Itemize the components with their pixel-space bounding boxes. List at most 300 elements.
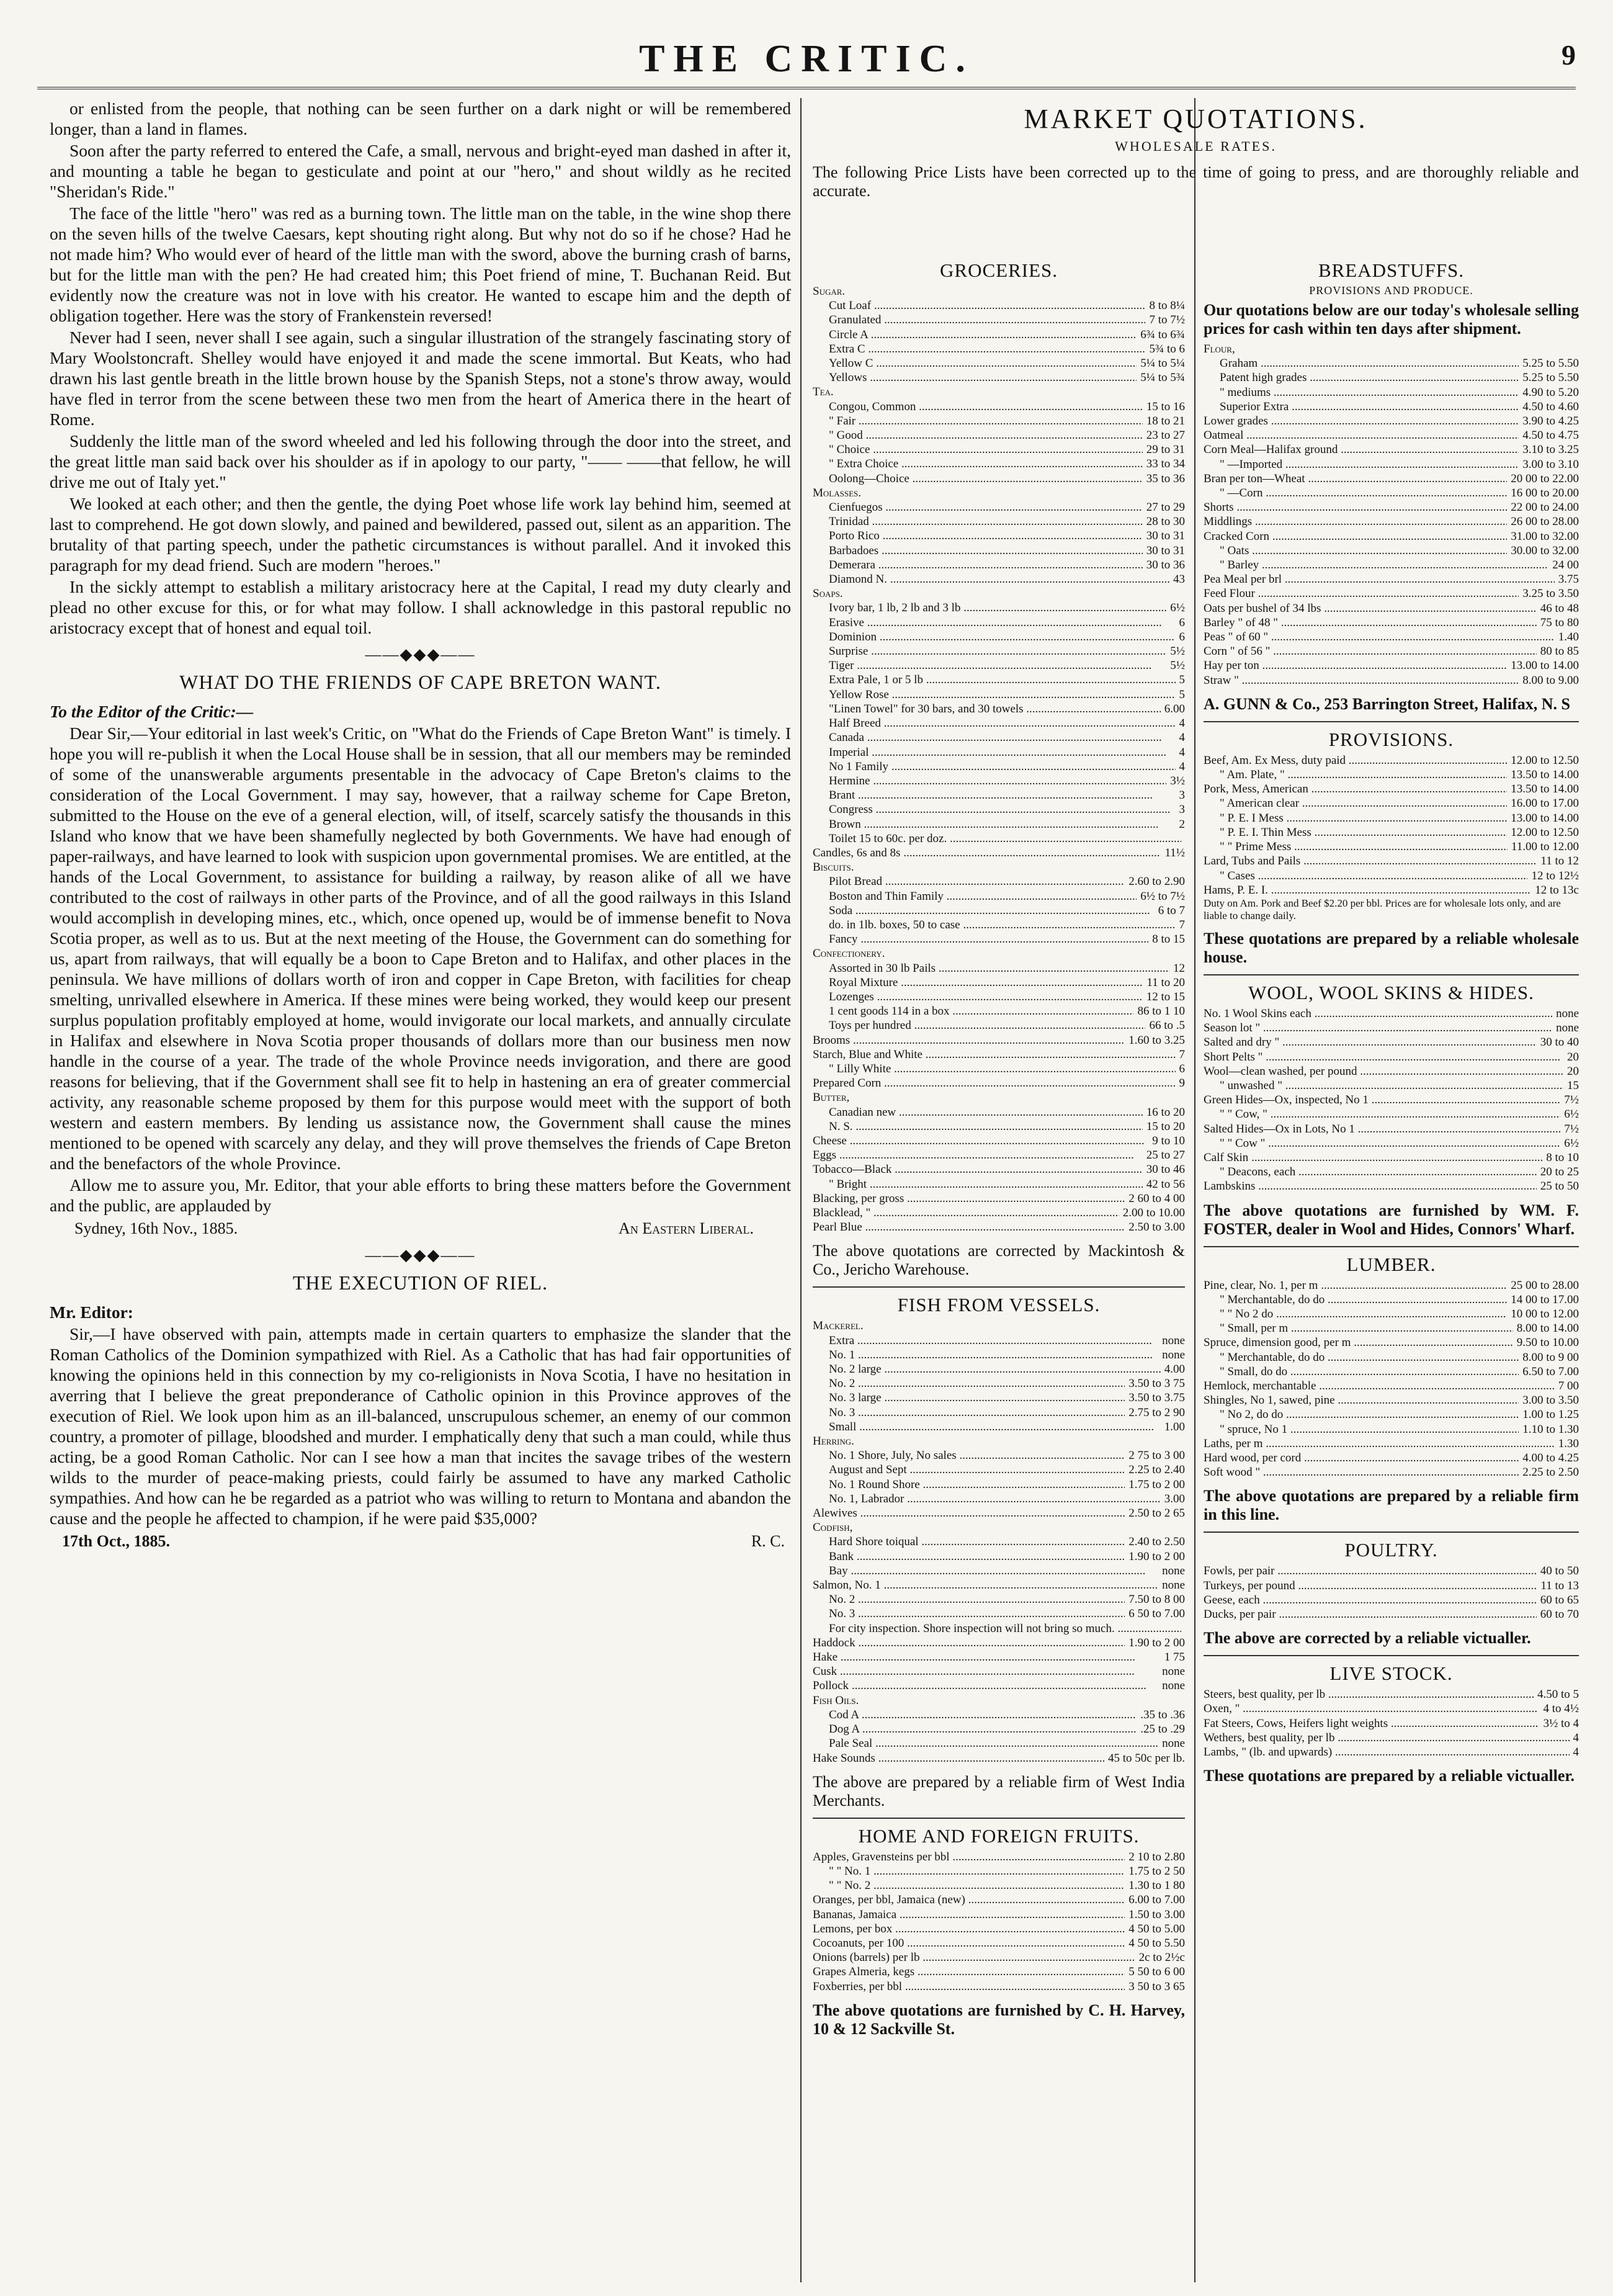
price-row: [813, 342, 1185, 356]
item-price: 4.50 to 5: [1534, 1687, 1579, 1702]
item-price: 3.50 to 3.75: [1125, 1391, 1185, 1405]
price-row: [1204, 616, 1579, 630]
price-row: [1204, 796, 1579, 810]
item-price: 7 to 7½: [1145, 313, 1185, 327]
item-price: 3 50 to 3 65: [1125, 1980, 1185, 1994]
price-row: [1204, 472, 1579, 486]
item-name: No. 1 Shore, July, No sales .....: [813, 1448, 1125, 1463]
item-name: Cut Loaf .....: [813, 298, 1145, 313]
item-price: 2.60 to 2.90: [1125, 874, 1185, 889]
item-price: 25 to 27: [1143, 1148, 1185, 1162]
item-price: 25 to 50: [1537, 1179, 1579, 1193]
section-divider: [1204, 1246, 1579, 1247]
item-name: Ivory bar, 1 lb, 2 lb and 3 lb .....: [813, 601, 1166, 615]
price-row: [1204, 1422, 1579, 1437]
item-price: 3.00 to 3.50: [1519, 1393, 1579, 1407]
item-price: 30 to 31: [1143, 544, 1185, 558]
item-name: Bank .....: [813, 1549, 1125, 1564]
paragraph: We looked at each other; and then the gentle, the dying Poet whose life work lay behind him, seemed at last to comprehend. He got down slowly, and pained and bewildered, passed out, silent as an apparition. The brutality of that parting speech, under the pathetic circumstances is without parallel. And it invoked this paragraph for my dead friend. Such are modern "heroes.": [50, 494, 791, 575]
item-name: No 1 Family .....: [813, 760, 1176, 774]
price-row: [813, 500, 1185, 514]
price-row: [813, 946, 1185, 961]
section-note: The above quotations are corrected by Mackintosh & Co., Jericho Warehouse.: [813, 1242, 1185, 1279]
price-row: [813, 1893, 1185, 1907]
section-divider: [813, 1286, 1185, 1288]
item-price: 1.75 to 2 50: [1125, 1864, 1185, 1878]
price-row: [1204, 840, 1579, 854]
item-price: 1.00: [1161, 1420, 1185, 1434]
price-row: [1204, 1687, 1579, 1702]
item-price: 23 to 27: [1143, 428, 1185, 442]
item-name: " " No 2 do .....: [1204, 1307, 1507, 1321]
section-title: WOOL, WOOL SKINS & HIDES.: [1248, 981, 1534, 1003]
item-price: 1.90 to 2 00: [1125, 1549, 1185, 1564]
price-row: [813, 874, 1185, 889]
section-note: The above are prepared by a reliable firm of West India Merchants.: [813, 1772, 1185, 1809]
item-price: 1.10 to 1.30: [1519, 1422, 1579, 1437]
item-price: 5¼ to 5¼: [1137, 356, 1185, 370]
price-row: [813, 370, 1185, 385]
item-name: " Fair .....: [813, 414, 1143, 428]
item-name: No. 2 .....: [813, 1592, 1125, 1607]
price-row: [1204, 1579, 1579, 1593]
item-price: 7: [1176, 918, 1186, 932]
item-name: Pilot Bread .....: [813, 874, 1125, 889]
item-price: 60 to 70: [1537, 1607, 1579, 1621]
item-name: Barbadoes .....: [813, 544, 1143, 558]
item-price: 12.00 to 12.50: [1507, 825, 1579, 840]
ornament-divider: ——◆◆◆——: [365, 645, 476, 663]
price-row: [1204, 1064, 1579, 1078]
item-name: Oxen, " .....: [1204, 1702, 1537, 1716]
section-note: The above quotations are furnished by WM. F. FOSTER, dealer in Wool and Hides, Connors' Wharf.: [1204, 1201, 1579, 1238]
item-price: 22 00 to 24.00: [1507, 500, 1579, 514]
ornament-divider: ——◆◆◆——: [365, 1246, 476, 1264]
paragraph: or enlisted from the people, that nothing can be seen further on a dark night or will be remembered longer, than a land in flames.: [50, 99, 791, 138]
item-price: 20 to 25: [1537, 1165, 1579, 1179]
item-name: Extra .....: [813, 1334, 1152, 1348]
item-price: 13.00 to 14.00: [1507, 658, 1579, 673]
item-name: Pine, clear, No. 1, per m .....: [1204, 1278, 1507, 1293]
price-row: [1204, 1293, 1579, 1307]
item-price: [1181, 1434, 1185, 1448]
item-name: " Merchantable, do do .....: [1204, 1350, 1519, 1365]
item-name: Superior Extra .....: [1204, 400, 1519, 414]
price-row: [813, 817, 1185, 832]
item-price: 2.25 to 2.40: [1125, 1463, 1185, 1477]
price-row: [813, 1950, 1185, 1965]
price-table: [1204, 753, 1579, 897]
item-name: " Bright .....: [813, 1177, 1143, 1191]
item-name: Salted Hides—Ox in Lots, No 1 .....: [1204, 1122, 1560, 1136]
item-name: Peas " of 60 " .....: [1204, 630, 1555, 644]
item-price: 30 to 31: [1143, 529, 1185, 543]
item-price: 3.00: [1161, 1492, 1185, 1506]
item-name: Short Pelts " .....: [1204, 1050, 1560, 1064]
price-row: [813, 1722, 1185, 1736]
item-name: " Choice .....: [813, 442, 1143, 457]
item-name: Hams, P. E. I. .....: [1204, 883, 1531, 897]
item-name: Brooms .....: [813, 1033, 1125, 1047]
market-subtitle: WHOLESALE RATES.: [1115, 138, 1277, 154]
price-row: [813, 1047, 1185, 1062]
section-title: FISH FROM VESSELS.: [897, 1294, 1101, 1316]
item-name: Lower grades .....: [1204, 414, 1519, 428]
price-table: [1204, 342, 1579, 688]
item-name: Corn " of 56 " .....: [1204, 644, 1537, 658]
price-row: [813, 730, 1185, 745]
price-row: [1204, 854, 1579, 868]
item-name: " " Cow " .....: [1204, 1136, 1560, 1150]
item-name: Season lot " .....: [1204, 1021, 1552, 1035]
item-price: 43: [1169, 572, 1185, 586]
item-name: Graham .....: [1204, 356, 1519, 370]
price-row: [813, 558, 1185, 572]
item-name: Ducks, per pair .....: [1204, 1607, 1537, 1621]
price-row: [1204, 500, 1579, 514]
item-price: 20 00 to 22.00: [1507, 472, 1579, 486]
item-price: 6: [1176, 616, 1186, 630]
item-price: 60 to 65: [1537, 1593, 1579, 1607]
price-row: [813, 1033, 1185, 1047]
market-intro: The following Price Lists have been corrected up to the time of going to press, and are thoroughly reliable and accurate.: [813, 163, 1579, 200]
price-row: [1204, 1716, 1579, 1731]
item-name: Hard Shore toiqual .....: [813, 1535, 1125, 1549]
item-price: 2.50 to 3.00: [1125, 1220, 1185, 1234]
item-price: 8.00 to 9.00: [1519, 673, 1579, 688]
item-price: none: [1158, 1664, 1185, 1679]
item-name: Surprise .....: [813, 644, 1166, 658]
item-price: 16 00 to 20.00: [1507, 486, 1579, 500]
item-name: Molasses.: [813, 486, 861, 500]
item-price: [1181, 832, 1185, 846]
price-row: [813, 1520, 1185, 1535]
price-row: [1204, 1107, 1579, 1121]
item-price: 5.25 to 5.50: [1519, 356, 1579, 370]
item-price: 13.50 to 14.00: [1507, 768, 1579, 782]
item-name: Hermine .....: [813, 774, 1166, 788]
item-price: 2 75 to 3 00: [1125, 1448, 1185, 1463]
price-row: [1204, 869, 1579, 883]
price-row: [813, 932, 1185, 946]
item-price: 9: [1176, 1076, 1186, 1090]
price-row: [1204, 1165, 1579, 1179]
item-name: Codfish,: [813, 1521, 853, 1535]
item-price: none: [1158, 1334, 1185, 1348]
item-name: Laths, per m .....: [1204, 1437, 1555, 1451]
item-price: 11 to 13: [1537, 1579, 1579, 1593]
item-price: 28 to 30: [1143, 514, 1185, 529]
price-row: [813, 1076, 1185, 1090]
item-name: Green Hides—Ox, inspected, No 1 .....: [1204, 1093, 1560, 1107]
item-name: Foxberries, per bbl .....: [813, 1980, 1125, 1994]
item-price: [1181, 860, 1185, 874]
item-price: 12 to 15: [1143, 990, 1185, 1004]
item-name: No. 2 large .....: [813, 1362, 1161, 1376]
item-price: 20: [1563, 1050, 1579, 1064]
item-name: " unwashed " .....: [1204, 1078, 1563, 1093]
item-name: Starch, Blue and White .....: [813, 1047, 1176, 1062]
price-row: [813, 1936, 1185, 1950]
price-row: [813, 1018, 1185, 1033]
price-row: [813, 1564, 1185, 1578]
price-row: [813, 1004, 1185, 1018]
column-rule: [800, 98, 802, 2282]
item-name: Royal Mixture .....: [813, 975, 1143, 990]
item-price: none: [1158, 1348, 1185, 1362]
item-price: 6: [1176, 1062, 1186, 1076]
item-price: 3.50 to 3 75: [1125, 1376, 1185, 1391]
price-table: [1204, 1564, 1579, 1621]
item-price: 13.50 to 14.00: [1507, 782, 1579, 796]
item-name: Hay per ton .....: [1204, 658, 1507, 673]
price-row: [1204, 782, 1579, 796]
item-price: 18 to 21: [1143, 414, 1185, 428]
price-row: [1204, 544, 1579, 558]
item-name: Apples, Gravensteins per bbl .....: [813, 1850, 1125, 1864]
price-row: [1204, 1379, 1579, 1393]
price-row: [813, 1736, 1185, 1751]
item-name: Cod A .....: [813, 1708, 1137, 1722]
item-price: 30 to 36: [1143, 558, 1185, 572]
item-name: 1 cent goods 114 in a box .....: [813, 1004, 1133, 1018]
item-price: .25 to .29: [1137, 1722, 1185, 1736]
item-name: Calf Skin .....: [1204, 1150, 1542, 1165]
item-name: Candles, 6s and 8s .....: [813, 846, 1161, 860]
item-name: " mediums .....: [1204, 385, 1519, 400]
item-name: Cracked Corn .....: [1204, 529, 1507, 544]
item-name: Alewives .....: [813, 1506, 1125, 1520]
item-price: 4.00: [1161, 1362, 1185, 1376]
item-name: No. 1 .....: [813, 1348, 1153, 1362]
price-row: [1204, 1702, 1579, 1716]
item-name: Yellow C .....: [813, 356, 1137, 370]
item-price: 42 to 56: [1143, 1177, 1185, 1191]
item-price: 5: [1176, 688, 1186, 702]
price-row: [813, 1980, 1185, 1994]
item-price: 12 to 12½: [1527, 869, 1579, 883]
price-row: [813, 1406, 1185, 1420]
item-price: 2.75 to 2 90: [1125, 1406, 1185, 1420]
item-price: 30.00 to 32.00: [1507, 544, 1579, 558]
item-name: " —Corn .....: [1204, 486, 1507, 500]
item-price: [1181, 385, 1185, 399]
item-price: 4.50 to 4.60: [1519, 400, 1579, 414]
price-row: [1204, 1007, 1579, 1021]
item-name: Salted and dry " .....: [1204, 1035, 1537, 1049]
item-name: Butter,: [813, 1091, 850, 1105]
item-name: Feed Flour .....: [1204, 586, 1519, 601]
item-name: Wool—clean washed, per pound .....: [1204, 1064, 1563, 1078]
item-name: Yellow Rose .....: [813, 688, 1176, 702]
price-row: [1204, 514, 1579, 529]
item-price: 46 to 48: [1537, 601, 1579, 616]
price-row: [1204, 1150, 1579, 1165]
item-price: 6.50 to 7.00: [1519, 1365, 1579, 1379]
item-price: 6.00 to 7.00: [1125, 1893, 1185, 1907]
section-note: The above are corrected by a reliable victualler.: [1204, 1629, 1531, 1648]
price-row: [813, 673, 1185, 687]
price-row: [813, 1090, 1185, 1105]
price-row: [813, 745, 1185, 760]
item-price: 8 to 15: [1148, 932, 1185, 946]
price-row: [813, 428, 1185, 442]
price-row: [1204, 883, 1579, 897]
item-price: 6: [1176, 630, 1186, 644]
item-name: Congress .....: [813, 802, 1170, 817]
price-row: [813, 616, 1185, 630]
price-row: [1204, 1278, 1579, 1293]
item-price: 2.40 to 2.50: [1125, 1535, 1185, 1549]
item-price: 4.00 to 4.25: [1519, 1451, 1579, 1465]
price-table: [1204, 1278, 1579, 1480]
price-row: [1204, 1335, 1579, 1350]
item-price: [1181, 1090, 1185, 1105]
price-row: [813, 356, 1185, 370]
item-price: 24 00: [1548, 558, 1579, 572]
item-name: Oatmeal .....: [1204, 428, 1519, 442]
item-name: Oats per bushel of 34 lbs .....: [1204, 601, 1537, 616]
price-row: [1204, 1078, 1579, 1093]
item-price: 4: [1570, 1745, 1579, 1759]
item-price: 2c to 2½c: [1135, 1950, 1185, 1965]
item-price: 1.90 to 2 00: [1125, 1636, 1185, 1650]
item-price: 1.30 to 1 80: [1125, 1878, 1185, 1893]
item-price: 3: [1176, 788, 1186, 802]
price-row: [813, 572, 1185, 586]
item-name: Cienfuegos .....: [813, 500, 1143, 514]
item-name: " Cases .....: [1204, 869, 1527, 883]
item-price: 45 to 50c per lb.: [1104, 1751, 1185, 1765]
price-row: [813, 472, 1185, 486]
price-row: [813, 788, 1185, 802]
price-row: [813, 1636, 1185, 1650]
item-name: Blacklead, " .....: [813, 1206, 1119, 1220]
item-name: Steers, best quality, per lb .....: [1204, 1687, 1534, 1702]
price-row: [813, 1592, 1185, 1607]
item-price: 3.90 to 4.25: [1519, 414, 1579, 428]
price-row: [1204, 1393, 1579, 1407]
item-price: [1181, 946, 1185, 961]
item-name: " spruce, No 1 .....: [1204, 1422, 1519, 1437]
price-row: [813, 1478, 1185, 1492]
newspaper-title: THE CRITIC.: [639, 38, 974, 80]
item-price: 15 to 16: [1143, 400, 1185, 414]
price-row: [813, 1062, 1185, 1076]
item-price: 11.00 to 12.00: [1508, 840, 1579, 854]
price-row: [813, 1679, 1185, 1693]
item-price: [1181, 1621, 1185, 1636]
item-price: none: [1552, 1021, 1579, 1035]
price-row: [813, 1650, 1185, 1664]
item-price: 3.75: [1555, 572, 1579, 586]
section-note: These quotations are prepared by a reliable wholesale house.: [1204, 929, 1579, 966]
market-title: MARKET QUOTATIONS.: [1024, 104, 1368, 134]
article-signature: [50, 1218, 791, 1239]
item-name: August and Sept .....: [813, 1463, 1125, 1477]
item-price: 4: [1176, 730, 1186, 745]
item-price: [1181, 1319, 1185, 1333]
item-price: 6¾ to 6¾: [1137, 328, 1185, 342]
item-name: Half Breed .....: [813, 716, 1176, 730]
price-row: [1204, 1607, 1579, 1621]
price-row: [1204, 753, 1579, 768]
price-row: [1204, 586, 1579, 601]
price-row: [813, 904, 1185, 918]
item-price: 10 00 to 12.00: [1507, 1307, 1579, 1321]
item-name: Dog A .....: [813, 1722, 1137, 1736]
page-number: 9: [1562, 39, 1576, 71]
price-row: [1204, 1321, 1579, 1335]
price-row: [1204, 1307, 1579, 1321]
item-price: 4: [1570, 1731, 1579, 1745]
item-price: 6½: [1560, 1136, 1579, 1150]
item-price: 14 00 to 17.00: [1507, 1293, 1579, 1307]
price-row: [813, 1319, 1185, 1333]
price-row: [1204, 428, 1579, 442]
paragraph: Allow me to assure you, Mr. Editor, that your able efforts to bring these matters before the Government and the public, are applauded by: [50, 1175, 791, 1215]
item-price: 2: [1176, 817, 1186, 832]
item-price: 4.50 to 4.75: [1519, 428, 1579, 442]
article-salutation: Mr. Editor:: [50, 1303, 133, 1322]
item-price: 8.00 to 14.00: [1513, 1321, 1579, 1335]
price-row: [813, 1148, 1185, 1162]
item-price: [1181, 1520, 1185, 1535]
article-body: [50, 1324, 791, 1528]
item-name: No. 2 .....: [813, 1376, 1125, 1391]
price-row: [1204, 644, 1579, 658]
item-price: 7 00: [1555, 1379, 1579, 1393]
price-row: [813, 1535, 1185, 1549]
item-price: 80 to 85: [1537, 644, 1579, 658]
page-header: [37, 25, 1576, 89]
item-name: Corn Meal—Halifax ground .....: [1204, 442, 1519, 457]
article-title: THE EXECUTION OF RIEL.: [292, 1271, 548, 1294]
price-row: [813, 1607, 1185, 1621]
market-quotations: [813, 98, 1579, 2282]
price-row: [813, 1191, 1185, 1206]
price-row: [813, 1420, 1185, 1434]
price-row: [813, 586, 1185, 601]
section-title: GROCERIES.: [940, 259, 1058, 281]
item-price: 15 to 20: [1143, 1119, 1185, 1134]
item-name: Shingles, No 1, sawed, pine .....: [1204, 1393, 1519, 1407]
item-name: Pale Seal .....: [813, 1736, 1158, 1751]
item-price: 40 to 50: [1537, 1564, 1579, 1578]
item-name: " American clear .....: [1204, 796, 1507, 810]
price-row: [813, 1965, 1185, 1979]
item-price: 16.00 to 17.00: [1507, 796, 1579, 810]
item-name: Sugar.: [813, 285, 846, 298]
item-price: 31.00 to 32.00: [1507, 529, 1579, 544]
item-price: 26 00 to 28.00: [1507, 514, 1579, 529]
price-row: [813, 1506, 1185, 1520]
item-name: Cheese .....: [813, 1134, 1145, 1148]
item-name: " Small, do do .....: [1204, 1365, 1519, 1379]
price-row: [813, 774, 1185, 788]
price-row: [813, 1434, 1185, 1448]
price-row: [1204, 1122, 1579, 1136]
signature-place-date: 17th Oct., 1885.: [62, 1532, 171, 1550]
price-row: [1204, 529, 1579, 544]
item-name: Canada .....: [813, 730, 1162, 745]
item-name: Tiger .....: [813, 658, 1151, 673]
item-name: No. 3 .....: [813, 1607, 1125, 1621]
price-row: [813, 658, 1185, 673]
quotations-right-subcolumn: [1204, 253, 1579, 1789]
item-price: 4: [1176, 760, 1186, 774]
price-row: [813, 1334, 1185, 1348]
